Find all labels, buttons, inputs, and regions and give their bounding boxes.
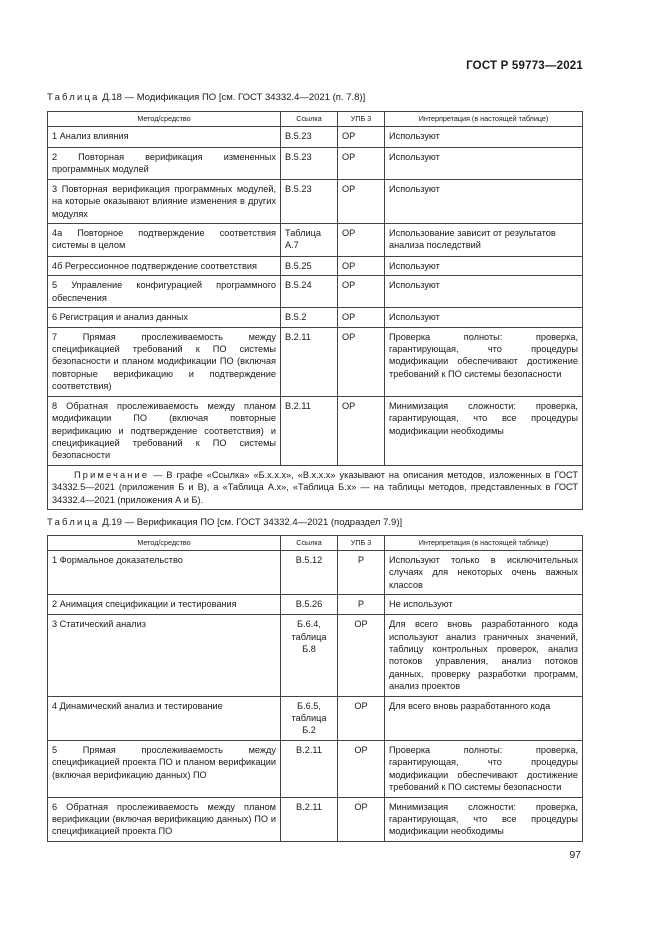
table-note xyxy=(48,465,583,509)
interpretation-cell: Используют xyxy=(385,257,583,276)
ref-cell: Таблица А.7 xyxy=(281,224,338,257)
level-cell: OP xyxy=(338,224,385,257)
interpretation-cell: Для всего вновь разработанного кода xyxy=(385,696,583,740)
table-row xyxy=(48,308,583,327)
level-cell: OP xyxy=(338,308,385,327)
table-row xyxy=(48,551,583,595)
level-cell: OP xyxy=(338,797,385,841)
ref-cell: B.5.23 xyxy=(281,148,338,180)
caption-text: Д.19 — Верификация ПО [см. ГОСТ 34332.4—2021 (подраздел 7.9)] xyxy=(102,517,403,528)
level-cell: OP xyxy=(338,257,385,276)
level-cell: OP xyxy=(338,327,385,396)
interpretation-cell: Использование зависит от результатов анализа последствий xyxy=(385,224,583,257)
table-header-row xyxy=(48,112,583,127)
interpretation-cell: Используют xyxy=(385,276,583,308)
note-title: Примечание xyxy=(74,469,150,480)
level-cell: OP xyxy=(338,179,385,223)
interpretation-cell: Используют только в исключительных случаях для некоторых очень важных классов xyxy=(385,551,583,595)
interpretation-cell: Не используют xyxy=(385,595,583,615)
table-caption-d18 xyxy=(47,92,365,103)
table-row xyxy=(48,327,583,396)
level-cell: OP xyxy=(338,148,385,180)
method-cell: 4а Повторное подтверждение соответствия системы в целом xyxy=(48,224,281,257)
table-row xyxy=(48,257,583,276)
table-row xyxy=(48,595,583,615)
column-header-ref: Ссылка xyxy=(281,112,338,127)
table-row xyxy=(48,276,583,308)
table-d19 xyxy=(47,535,583,842)
column-header-method: Метод/средство xyxy=(48,536,281,551)
table-row xyxy=(48,179,583,223)
method-cell: 2 Повторная верификация измененных программных модулей xyxy=(48,148,281,180)
table-row xyxy=(48,224,583,257)
method-cell: 2 Анимация спецификации и тестирования xyxy=(48,595,281,615)
ref-cell: B.2.11 xyxy=(281,797,338,841)
ref-cell: B.2.11 xyxy=(281,740,338,797)
ref-cell: B.2.11 xyxy=(281,396,338,465)
interpretation-cell: Минимизация сложности: проверка, гарантирующая, что все процедуры модификации необходимы xyxy=(385,797,583,841)
method-cell: 7 Прямая прослеживаемость между спецификацией требований к ПО системы безопасности и планом модификации ПО (включая повторные верификацию и подтверждение соответствия) xyxy=(48,327,281,396)
caption-prefix: Таблица xyxy=(47,517,100,528)
ref-cell: B.5.12 xyxy=(281,551,338,595)
table-note-row xyxy=(48,465,583,509)
method-cell: 1 Анализ влияния xyxy=(48,127,281,148)
column-header-level: УПБ 3 xyxy=(338,112,385,127)
table-row xyxy=(48,127,583,148)
method-cell: 5 Управление конфигурацией программного обеспечения xyxy=(48,276,281,308)
ref-cell: B.5.26 xyxy=(281,595,338,615)
interpretation-cell: Используют xyxy=(385,179,583,223)
method-cell: 3 Статический анализ xyxy=(48,615,281,696)
interpretation-cell: Для всего вновь разработанного кода используют анализ граничных значений, таблицу контрольных проверок, анализ потоков управления, анализ потоков данных, проверку разработки программ, анализ проектов xyxy=(385,615,583,696)
level-cell: OP xyxy=(338,396,385,465)
column-header-interpretation: Интерпретация (в настоящей таблице) xyxy=(385,536,583,551)
table-row xyxy=(48,696,583,740)
interpretation-cell: Используют xyxy=(385,127,583,148)
method-cell: 3 Повторная верификация программных модулей, на которые оказывают влияние изменения в других модулях xyxy=(48,179,281,223)
interpretation-cell: Минимизация сложности: проверка, гарантирующая, что все процедуры модификации необходимы xyxy=(385,396,583,465)
ref-cell: B.5.25 xyxy=(281,257,338,276)
page-number: 97 xyxy=(569,849,581,861)
caption-text: Д.18 — Модификация ПО [см. ГОСТ 34332.4—2021 (п. 7.8)] xyxy=(102,92,366,103)
interpretation-cell: Используют xyxy=(385,308,583,327)
column-header-ref: Ссылка xyxy=(281,536,338,551)
level-cell: OP xyxy=(338,276,385,308)
method-cell: 4б Регрессионное подтверждение соответствия xyxy=(48,257,281,276)
level-cell: OP xyxy=(338,696,385,740)
table-caption-d19 xyxy=(47,517,402,528)
caption-prefix: Таблица xyxy=(47,92,100,103)
level-cell: P xyxy=(338,551,385,595)
method-cell: 5 Прямая прослеживаемость между спецификацией проекта ПО и планом верификации (включая верификацию данных) ПО xyxy=(48,740,281,797)
table-header-row xyxy=(48,536,583,551)
table-row xyxy=(48,615,583,696)
column-header-interpretation: Интерпретация (в настоящей таблице) xyxy=(385,112,583,127)
method-cell: 8 Обратная прослеживаемость между планом модификации ПО (включая повторные верификацию и подтверждение соответствия) и спецификацией требований к ПО системы безопасности xyxy=(48,396,281,465)
table-row xyxy=(48,797,583,841)
document-code: ГОСТ Р 59773—2021 xyxy=(466,60,583,72)
method-cell: 6 Регистрация и анализ данных xyxy=(48,308,281,327)
level-cell: P xyxy=(338,595,385,615)
ref-cell: B.5.23 xyxy=(281,179,338,223)
ref-cell: B.5.2 xyxy=(281,308,338,327)
level-cell: OP xyxy=(338,127,385,148)
interpretation-cell: Используют xyxy=(385,148,583,180)
level-cell: OP xyxy=(338,615,385,696)
table-d18 xyxy=(47,111,583,510)
method-cell: 4 Динамический анализ и тестирование xyxy=(48,696,281,740)
interpretation-cell: Проверка полноты: проверка, гарантирующая, что процедуры модификации обеспечивают достижение требований к ПО системы безопасности xyxy=(385,327,583,396)
level-cell: OP xyxy=(338,740,385,797)
ref-cell: Б.6.5, таблица Б.2 xyxy=(281,696,338,740)
column-header-level: УПБ 3 xyxy=(338,536,385,551)
ref-cell: Б.6.4, таблица Б.8 xyxy=(281,615,338,696)
note-text: — В графе «Ссылка» «Б.х.х.х», «В.х.х.х» указывают на описания методов, изложенных в ГОСТ 34332.5—2021 (приложения Б и В), а «Таблица А.х», «Таблица Б.х» — на таблицы методов, представленных в ГОСТ 34332.4—2021 (приложения А и Б). xyxy=(52,469,578,505)
ref-cell: B.5.23 xyxy=(281,127,338,148)
table-row xyxy=(48,148,583,180)
interpretation-cell: Проверка полноты: проверка, гарантирующая, что процедуры модификации обеспечивают достижение требований к ПО системы безопасности xyxy=(385,740,583,797)
table-row xyxy=(48,740,583,797)
column-header-method: Метод/средство xyxy=(48,112,281,127)
ref-cell: B.2.11 xyxy=(281,327,338,396)
ref-cell: B.5.24 xyxy=(281,276,338,308)
table-row xyxy=(48,396,583,465)
method-cell: 1 Формальное доказательство xyxy=(48,551,281,595)
method-cell: 6 Обратная прослеживаемость между планом верификации (включая верификацию данных) ПО и спецификацией проекта ПО xyxy=(48,797,281,841)
